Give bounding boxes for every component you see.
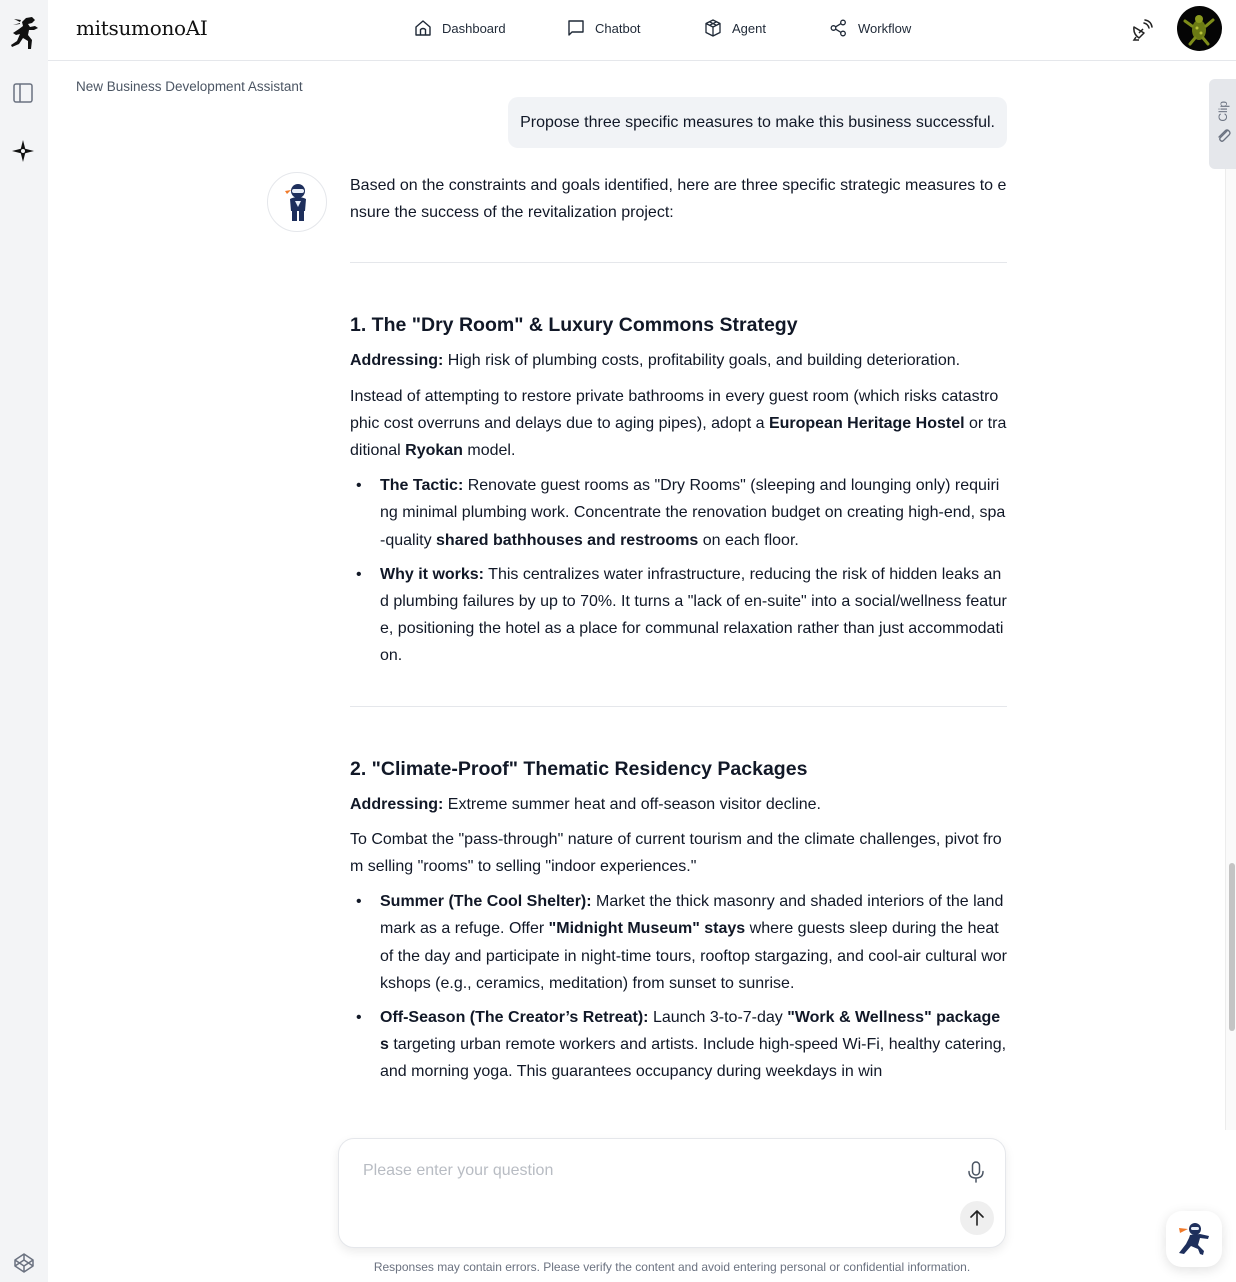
user-message: Propose three specific measures to make this business successful. xyxy=(508,97,1007,148)
nav-label: Workflow xyxy=(858,20,912,36)
nav-workflow[interactable] xyxy=(829,18,911,38)
section-paragraph xyxy=(350,826,1007,880)
bullet-label: Summer (The Cool Shelter): xyxy=(380,893,592,911)
list-item xyxy=(350,1004,1007,1086)
addressing-line xyxy=(350,347,1007,374)
share-nodes-icon xyxy=(829,18,849,38)
section-divider xyxy=(350,706,1007,707)
home-icon xyxy=(413,18,433,38)
ninja-logo-icon[interactable] xyxy=(8,16,40,52)
addressing-text: Extreme summer heat and off-season visitor decline. xyxy=(443,795,821,813)
addressing-label: Addressing: xyxy=(350,795,444,813)
bullet-text: targeting urban remote workers and artists. Include high-speed Wi-Fi, healthy catering, and morning yoga. This guarantees occupancy during weekdays in win xyxy=(380,1036,1007,1081)
chat-bubble-icon xyxy=(566,18,586,38)
assistant-title: New Business Development Assistant xyxy=(76,79,303,94)
clip-label: Clip xyxy=(1216,101,1230,122)
section-paragraph xyxy=(350,383,1007,465)
section-heading: 1. The "Dry Room" & Luxury Commons Strategy xyxy=(350,314,798,337)
nav-agent[interactable] xyxy=(703,18,766,38)
nav-chatbot[interactable] xyxy=(566,18,641,38)
chat-scrollbar[interactable] xyxy=(1225,169,1236,1130)
bullet-text: Renovate guest rooms as "Dry Rooms" (sleeping and lounging only) requiring minimal plumbing work. Concentrate the renovation budget on creating high-end, spa-quality xyxy=(380,477,1006,549)
bullet-text: where guests sleep during the heat of the day and participate in night-time tours, rooftop stargazing, and cool-air cultural workshops (e.g., ceramics, meditation) from sunset to sunrise. xyxy=(380,920,1007,992)
addressing-label: Addressing: xyxy=(350,352,444,370)
assistant-answer xyxy=(350,172,1007,1093)
user-avatar[interactable] xyxy=(1177,6,1222,51)
bullet-label: Why it works: xyxy=(380,565,485,583)
top-header xyxy=(48,0,1236,61)
bullet-text: Launch 3-to-7-day xyxy=(648,1009,788,1027)
bullet-list xyxy=(350,472,1007,669)
list-item xyxy=(350,888,1007,997)
para-bold: Ryokan xyxy=(405,442,463,460)
sparkle-icon[interactable] xyxy=(11,139,35,163)
addressing-line xyxy=(350,791,1007,818)
toggle-sidebar-icon[interactable] xyxy=(12,82,34,104)
addressing-text: High risk of plumbing costs, profitability goals, and building deterioration. xyxy=(443,352,961,370)
arrow-up-icon xyxy=(968,1209,986,1227)
cube-icon xyxy=(703,18,723,38)
bullet-list xyxy=(350,888,1007,1085)
bullet-text: This centralizes water infrastructure, reducing the risk of hidden leaks and plumbing failures by up to 70%. It turns a "lack of en-suite" into a social/wellness feature, positioning the hotel as a place for communal relaxation rather than just accommodation. xyxy=(380,565,1007,665)
scrollbar-thumb[interactable] xyxy=(1229,863,1235,1031)
avatar-figure-icon xyxy=(1177,6,1222,51)
nav-label: Agent xyxy=(732,20,766,36)
para-text: model. xyxy=(462,442,516,460)
section-heading: 2. "Climate-Proof" Thematic Residency Packages xyxy=(350,757,808,780)
bullet-label: The Tactic: xyxy=(380,477,464,495)
para-text: Instead of attempting to restore private bathrooms in every guest room (which risks catastrophic cost overruns and delays due to aging pipes), adopt a xyxy=(350,387,999,432)
list-item xyxy=(350,561,1007,670)
satellite-dish-icon[interactable] xyxy=(1129,17,1155,43)
ninja-bot-icon xyxy=(283,182,313,222)
answer-intro: Based on the constraints and goals identified, here are three specific strategic measures to ensure the success of the revitalization project: xyxy=(350,177,1007,222)
message-composer xyxy=(338,1138,1006,1248)
bullet-bold: "Midnight Museum" stays xyxy=(548,920,746,938)
bullet-bold: "Work & Wellness" packages xyxy=(380,1009,1001,1054)
nav-dashboard[interactable] xyxy=(413,18,506,38)
para-bold: European Heritage Hostel xyxy=(768,414,965,432)
bullet-text: Market the thick masonry and shaded interiors of the landmark as a refuge. Offer xyxy=(380,893,1004,938)
codepen-icon[interactable] xyxy=(12,1251,36,1275)
microphone-icon[interactable] xyxy=(965,1160,987,1184)
nav-label: Chatbot xyxy=(595,20,641,36)
ninja-mascot-icon xyxy=(1176,1220,1212,1258)
question-input[interactable] xyxy=(363,1159,943,1183)
bullet-text: on each floor. xyxy=(698,531,799,549)
send-button[interactable] xyxy=(960,1201,994,1235)
left-sidebar xyxy=(0,0,48,1282)
bullet-label: Off-Season (The Creator’s Retreat): xyxy=(380,1009,649,1027)
list-item xyxy=(350,472,1007,554)
bot-avatar xyxy=(267,172,327,232)
bullet-bold: shared bathhouses and restrooms xyxy=(436,531,699,549)
nav-label: Dashboard xyxy=(442,20,506,36)
disclaimer-text: Responses may contain errors. Please verify the content and avoid entering personal or confidential information. xyxy=(373,1260,971,1274)
brand-name[interactable]: mitsumonoAI xyxy=(76,16,208,40)
floating-assistant-button[interactable] xyxy=(1166,1211,1222,1267)
section-divider xyxy=(350,262,1007,263)
chat-thread[interactable] xyxy=(48,96,1224,1130)
para-text: or traditional xyxy=(350,414,1007,460)
para-text: To Combat the "pass-through" nature of current tourism and the climate challenges, pivot from selling "rooms" to selling "indoor experiences." xyxy=(350,830,1002,876)
